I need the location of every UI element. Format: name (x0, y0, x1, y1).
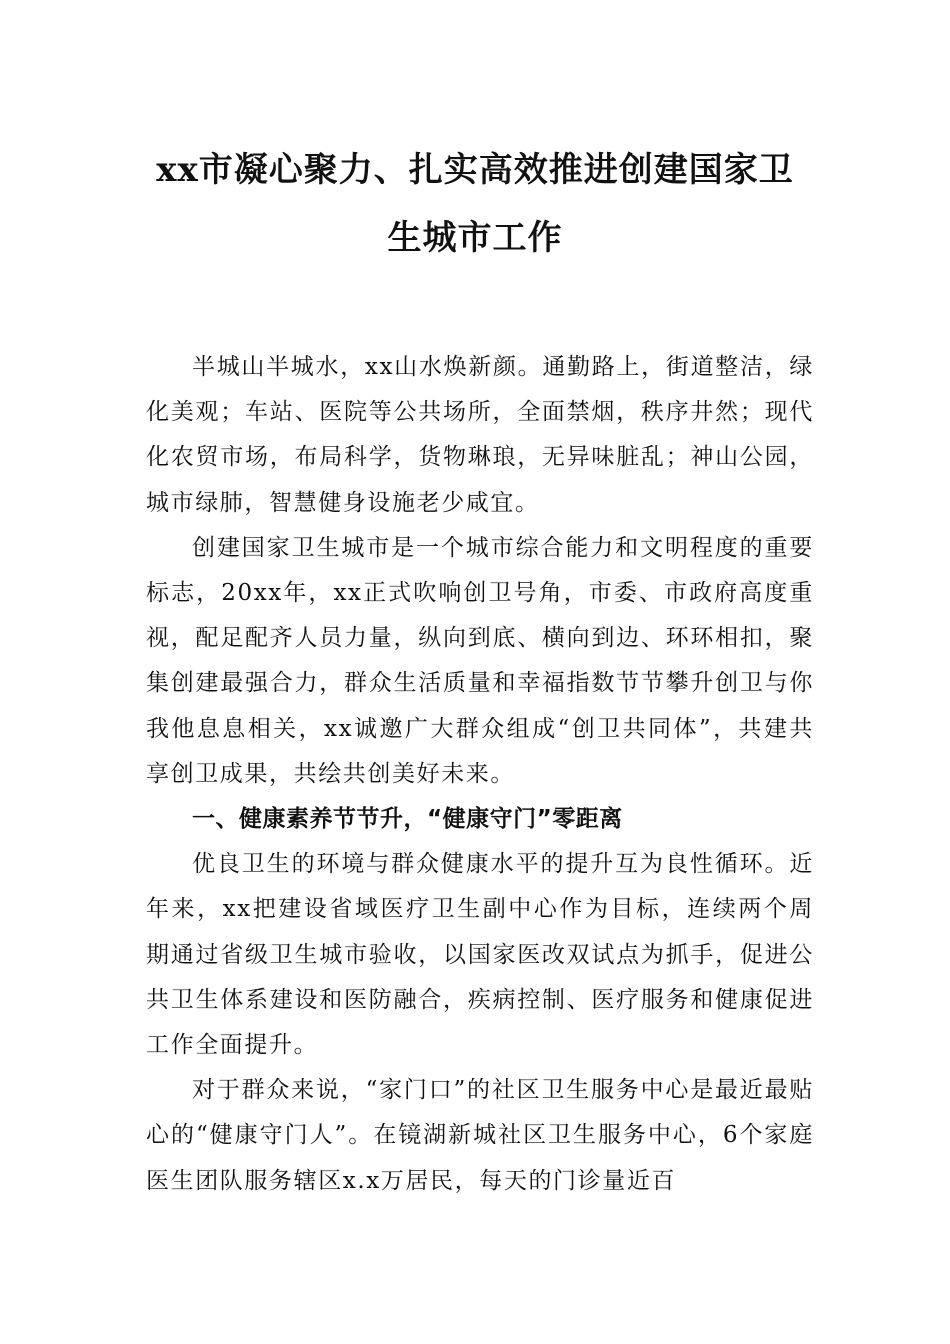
intro-paragraph-1: 半城山半城水，xx山水焕新颜。通勤路上，街道整洁，绿化美观；车站、医院等公共场所，全面禁烟，秩序井然；现代化农贸市场，布局科学，货物琳琅，无异味脏乱；神山公园，城市绿肺，智慧健身设施老少咸宜。 (146, 354, 814, 516)
section-1-paragraph-1: 优良卫生的环境与群众健康水平的提升互为良性循环。近年来，xx把建设省域医疗卫生副中心作为目标，连续两个周期通过省级卫生城市验收，以国家医改双试点为抓手，促进公共卫生体系建设和医防融合，疾病控制、医疗服务和健康促进工作全面提升。 (146, 851, 814, 1059)
section-1-paragraph-2: 对于群众来说，“家门口”的社区卫生服务中心是最近最贴心的“健康守门人”。在镜湖新城社区卫生服务中心，6个家庭医生团队服务辖区x.x万居民，每天的门诊量近百 (146, 1077, 814, 1194)
section-1-heading: 一、健康素养节节升，“健康守门”零距离 (192, 806, 623, 833)
intro-paragraph-2: 创建国家卫生城市是一个城市综合能力和文明程度的重要标志，20xx年，xx正式吹响创卫号角，市委、市政府高度重视，配足配齐人员力量，纵向到底、横向到边、环环相扣，聚集创建最强合力，群众生活质量和幸福指数节节攀升创卫与你我他息息相关，xx诚邀广大群众组成“创卫共同体”，共建共享创卫成果，共绘共创美好未来。 (146, 534, 814, 787)
document-body (146, 345, 814, 1204)
document-title-line-2: 生城市工作 (387, 218, 563, 258)
document-title-line-1: xx市凝心聚力、扎实高效推进创建国家卫 (156, 150, 794, 190)
